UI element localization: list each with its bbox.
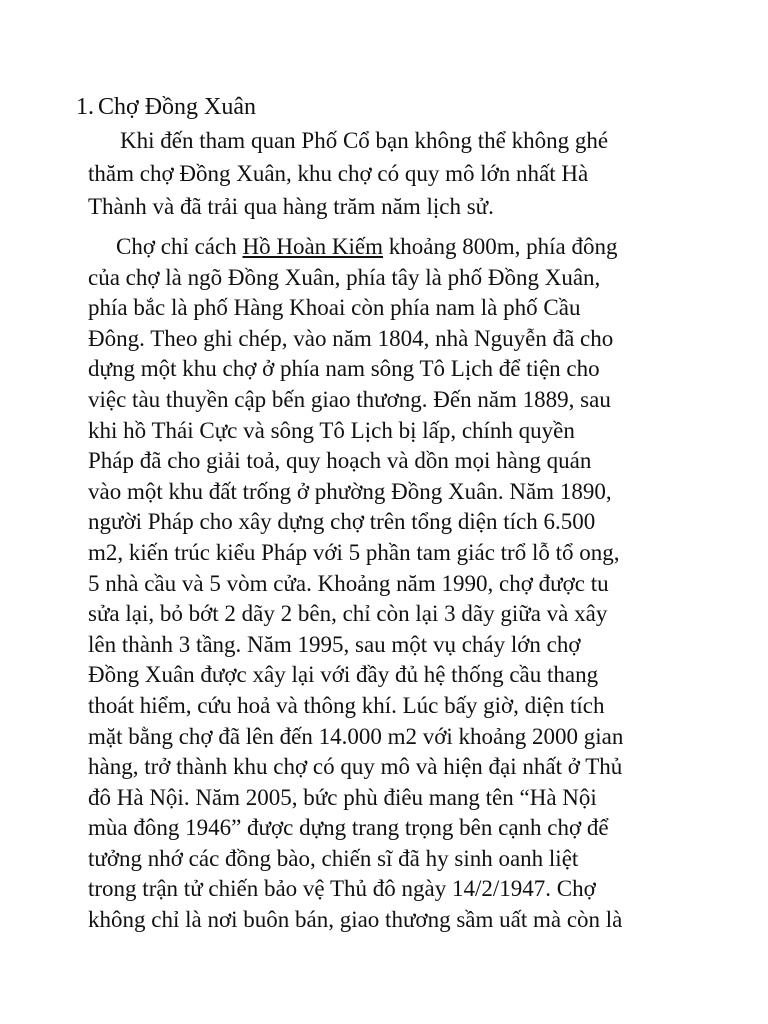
- paragraph-line: trong trận tử chiến bảo vệ Thủ đô ngày 14/2/1947. Chợ: [88, 876, 596, 902]
- line-text: khoảng 800m, phía đông: [388, 234, 618, 259]
- paragraph-line: m2, kiến trúc kiểu Pháp với 5 phần tam giác trổ lỗ tổ ong,: [88, 539, 620, 565]
- paragraph-line: Thành và đã trải qua hàng trăm năm lịch sử.: [88, 194, 494, 219]
- paragraph-line: Đồng Xuân được xây lại với đầy đủ hệ thống cầu thang: [88, 662, 599, 688]
- section-number: 1.: [76, 94, 94, 120]
- section-title: Chợ Đồng Xuân: [98, 94, 257, 120]
- paragraph-line: 5 nhà cầu và 5 vòm cửa. Khoảng năm 1990, chợ được tu: [88, 570, 609, 596]
- paragraph-line: việc tàu thuyền cập bến giao thương. Đến năm 1889, sau: [88, 386, 611, 412]
- paragraph-line: thoát hiểm, cứu hoả và thông khí. Lúc bấy giờ, diện tích: [88, 692, 605, 718]
- paragraph-line: phía bắc là phố Hàng Khoai còn phía nam là phố Cầu: [88, 295, 581, 321]
- paragraph-line: của chợ là ngõ Đồng Xuân, phía tây là phố Đồng Xuân,: [88, 264, 601, 290]
- paragraph-line: không chỉ là nơi buôn bán, giao thương sầm uất mà còn là: [88, 907, 623, 933]
- paragraph-line: sửa lại, bỏ bớt 2 dãy 2 bên, chỉ còn lại 3 dãy giữa và xây: [88, 601, 608, 627]
- paragraph-line: dựng một khu chợ ở phía nam sông Tô Lịch để tiện cho: [88, 356, 600, 382]
- paragraph-line: hàng, trở thành khu chợ có quy mô và hiện đại nhất ở Thủ: [88, 754, 623, 780]
- paragraph-line: vào một khu đất trống ở phường Đồng Xuân. Năm 1890,: [88, 478, 612, 504]
- paragraph-line: Đông. Theo ghi chép, vào năm 1804, nhà Nguyễn đã cho: [88, 325, 614, 351]
- paragraph-line: mặt bằng chợ đã lên đến 14.000 m2 với khoảng 2000 gian: [88, 723, 624, 749]
- paragraph-line: tưởng nhớ các đồng bào, chiến sĩ đã hy sinh oanh liệt: [88, 845, 579, 871]
- paragraph-line: đô Hà Nội. Năm 2005, bức phù điêu mang tên “Hà Nội: [88, 784, 597, 810]
- paragraph-line: Khi đến tham quan Phố Cổ bạn không thể không ghé: [120, 128, 609, 153]
- hoan-kiem-link[interactable]: Hồ Hoàn Kiếm: [242, 234, 384, 259]
- line-text: Chợ chỉ cách: [116, 234, 237, 259]
- paragraph-line: Pháp đã cho giải toả, quy hoạch và dồn mọi hàng quán: [88, 448, 592, 474]
- paragraph-intro: [88, 124, 698, 223]
- paragraph-line: lên thành 3 tầng. Năm 1995, sau một vụ cháy lớn chợ: [88, 631, 581, 657]
- paragraph-line: người Pháp cho xây dựng chợ trên tổng diện tích 6.500: [88, 509, 596, 535]
- paragraph-line: khi hồ Thái Cực và sông Tô Lịch bị lấp, chính quyền: [88, 417, 575, 443]
- section-heading: [76, 92, 256, 122]
- paragraph-history: [88, 232, 698, 936]
- paragraph-line: [88, 232, 698, 263]
- paragraph-line: mùa đông 1946” được dựng trang trọng bên cạnh chợ để: [88, 815, 609, 841]
- paragraph-line: thăm chợ Đồng Xuân, khu chợ có quy mô lớn nhất Hà: [88, 161, 589, 186]
